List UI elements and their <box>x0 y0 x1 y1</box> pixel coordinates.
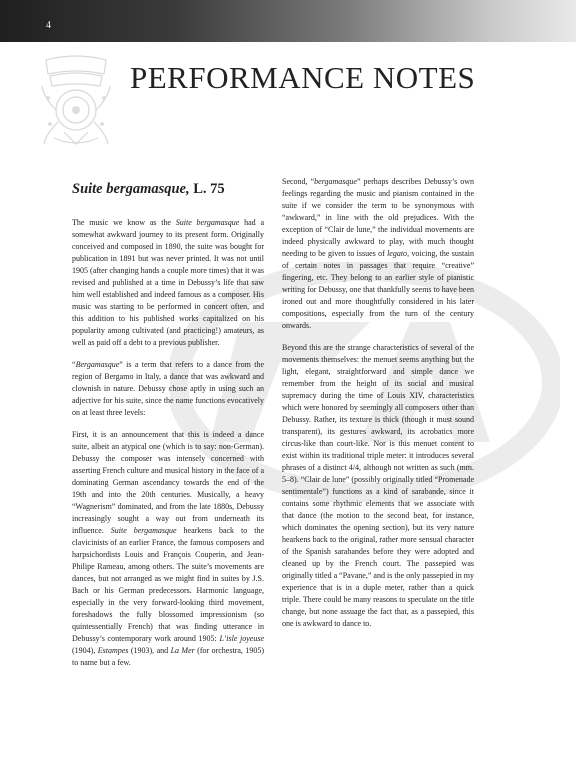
text-run: hearkens back to the clavicinists of an earlier France, the famous composers and harpsichordists Louis and François Couperin, and Jean-Philipe Rameau, among others. The suite’s movements are dances, but not arranged as we might find in suites by J.S. Bach or his German predecessors. Harmonic language, especially in the very forward-looking third movement, foreshadows the fully blossomed impressionism (so quintessentially French) that was finding utterance in Debussy’s contemporary work around 1905: <box>72 525 265 643</box>
page-title: PERFORMANCE NOTES <box>130 60 476 95</box>
body-paragraph <box>282 176 474 332</box>
body-paragraph <box>282 342 474 630</box>
italic-text-run: La Mer <box>170 645 195 655</box>
italic-text-run: L’isle joyeuse <box>219 633 264 643</box>
text-run: ” is a term that refers to a dance from the region of Bergamo in Italy, a dance that was awkward and clownish in nature. Debussy chose aptly in using such an adjective for his suite, since the name functions evocatively on at least three levels: <box>72 359 264 417</box>
left-body-text <box>72 217 264 669</box>
italic-text-run: Suite bergamasque <box>110 525 177 535</box>
italic-text-run: Estampes <box>97 645 129 655</box>
text-run: Second, “ <box>282 177 315 186</box>
text-run: Beyond this are the strange characteristics of several of the movements themselves: the menuet seems anything but the light, elegant, straightforward and simple dance we remember from the height of its social and musical supremacy during the time of Louis XIV, characteristics which were honored by seemingly all composers other than Debussy. Rather, its texture is thick (though it must sound transparent), its gestures awkward, its acrobatics more circus-like than court-like. Nor is this menuet content to exist within its traditional triple meter: it introduces several phrases of a distinct 4/4, although not written as such (mm. 5–8). “Clair de lune” (possibly originally titled “Promenade sentimentale”) functions as a kind of sarabande, since it contains some rhythmic elements that we associate with that dance (the motion to the second beat, for instance, which dominates the opening section), but its very nature hearkens back to the original, rather more sensual character of the Spanish sarabandes before they were adopted and cleaned up by the French court. The passepied was originally titled a “Pavane,” and is the only passepied in my experience that is in a duple meter, rather than a quick triple. There could be many reasons to speculate on the title change, but none assuage the fact that, as a passepied, this one is awkward to dance to. <box>282 343 474 628</box>
text-run: “ <box>72 359 76 369</box>
text-run: First, it is an announcement that this is indeed a dance suite, albeit an atypical one (which is to say: non-German). Debussy the composer was intensely concerned with asserting French culture and musical history in the face of a dominating German ascendancy towards the end of the 19th and into the 20th centuries. Musically, a heavy “Wagnerism” dominated, and from the late 1880s, Debussy increasingly sought a way out from underneath its influence. <box>72 429 264 535</box>
body-paragraph <box>72 429 264 669</box>
section-title <box>72 179 264 201</box>
left-column <box>72 176 264 679</box>
section-title-italic: Suite bergamasque, <box>72 181 190 197</box>
text-run: had a somewhat awkward journey to its present form. Originally conceived and composed in 1890, the suite was bought for publication in 1891 but was never printed. It was not until 1905 (after changing hands a couple more times) that it was revised and published at a time in Debussy’s life that saw him well established and indeed famous as a composer. His music was starting to be performed in concert often, and this addition to his published works capitalized on his popularity among cultivated (and practicing!) amateurs, as well as paid off a debt to a previous publisher. <box>72 217 264 347</box>
italic-text-run: legato <box>387 249 408 258</box>
text-run: (1903), and <box>128 645 171 655</box>
page-number: 4 <box>46 20 51 31</box>
crest-emblem-icon <box>34 52 118 148</box>
section-title-rest: L. 75 <box>189 181 225 197</box>
body-paragraph <box>72 359 264 419</box>
italic-text-run: Suite bergamasque <box>175 217 240 227</box>
body-paragraph <box>72 217 264 349</box>
text-run: (for orchestra, 1905) to name but a few. <box>72 645 264 667</box>
text-run: , voicing, the sustain of certain notes in passages that require “creative” fingering, etc. They belong to an earlier style of pianistic writing for Debussy, one that thankfully seems to have been ironed out and more thoughtfully considered in his later compositions, especially from the turn of the century onwards. <box>282 249 474 330</box>
text-run: (1904), <box>72 645 98 655</box>
right-body-text <box>282 176 474 630</box>
italic-text-run: bergamasque <box>314 177 357 186</box>
header-band <box>0 0 576 42</box>
italic-text-run: Bergamasque <box>75 359 120 369</box>
text-run: ” perhaps describes Debussy’s own feelings regarding the music and pianism contained in the suite if we consider the term to be synonymous with “awkward,” in line with the old prejudices. With the exception of “Clair de lune,” the individual movements are indeed physically awkward to play, with much thought needing to be given to issues of <box>282 177 474 258</box>
text-run: The music we know as the <box>72 217 176 227</box>
right-column <box>282 176 474 640</box>
